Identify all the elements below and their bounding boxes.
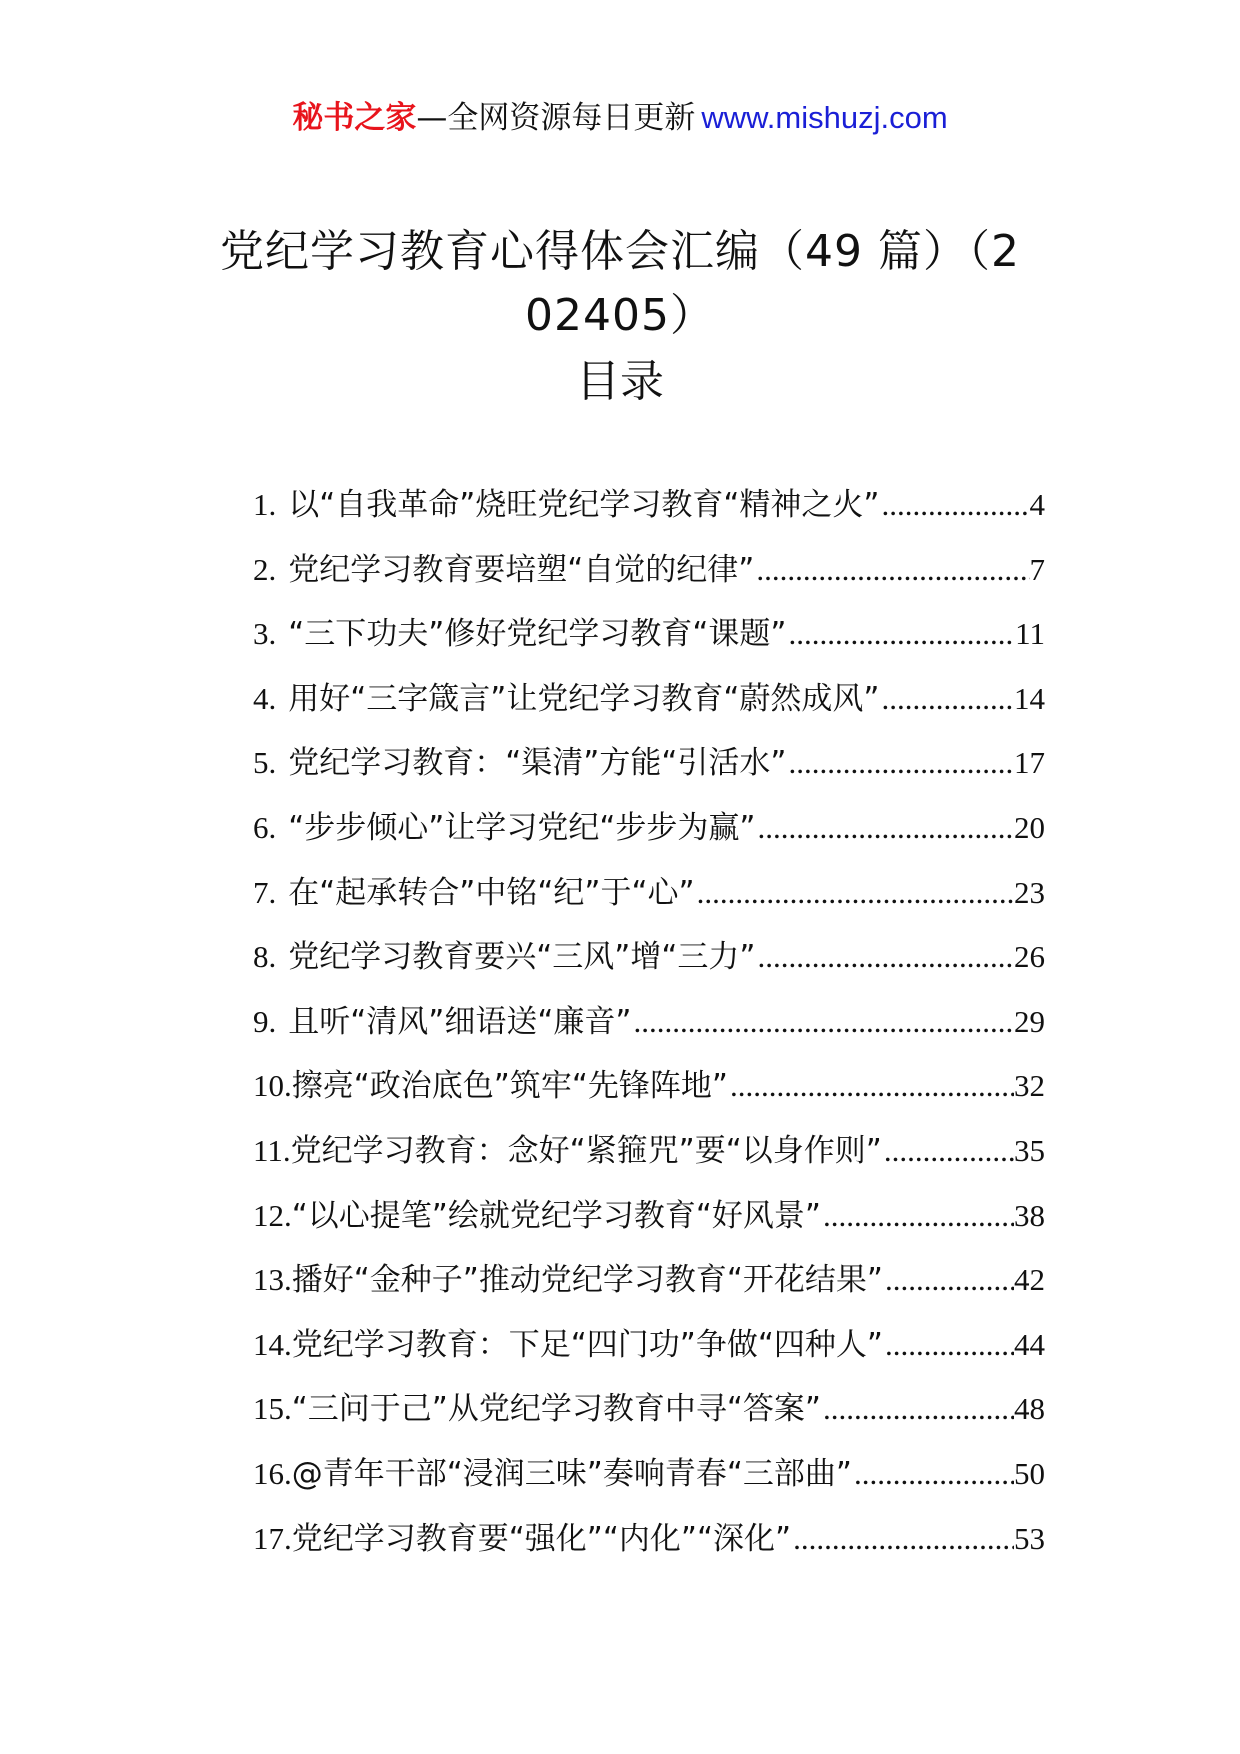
toc-dot-leader [821,1387,1014,1431]
toc-entry-title: 党纪学习教育：下足“四门功”争做“四种人” [291,1326,883,1363]
toc-dot-leader [821,1194,1014,1238]
toc-entry-page: 17 [1014,745,1045,781]
brand-name: 秘书之家 [292,100,417,136]
toc-dot-leader [852,1452,1014,1496]
toc-entry-page: 11 [1015,616,1045,652]
toc-entry[interactable] [253,1000,1045,1065]
document-title [180,220,1060,348]
toc-entry-title: @青年干部“浸润三味”奏响青春“三部曲” [291,1455,852,1492]
toc-dot-leader [787,741,1015,785]
toc-entry-number: 12. [253,1197,292,1233]
toc-entry-number: 3. [253,616,277,652]
toc-entry-number: 4. [253,680,277,716]
toc-entry[interactable] [253,1064,1045,1129]
toc-entry-number: 2. [253,551,277,587]
toc-dot-leader [883,1258,1014,1302]
document-title-line-1: 党纪学习教育心得体会汇编（49 篇）（2 [220,226,1020,277]
toc-entry[interactable] [253,1129,1045,1194]
toc-entry-title: 党纪学习教育要培塑“自觉的纪律” [288,551,755,588]
toc-entry-title: 播好“金种子”推动党纪学习教育“开花结果” [291,1262,883,1299]
toc-entry-number: 14. [253,1326,292,1362]
toc-dot-leader [754,548,1029,592]
toc-entry-page: 29 [1014,1003,1045,1039]
toc-dot-leader [883,1323,1014,1367]
toc-dot-leader [880,483,1030,527]
toc-entry-number: 17. [253,1520,292,1556]
toc-dot-leader [756,935,1015,979]
toc-dot-leader [882,1129,1014,1173]
toc-entry-title: 党纪学习教育：念好“紧箍咒”要“以身作则” [290,1132,882,1169]
toc-entry[interactable] [253,871,1045,936]
toc-dot-leader [695,871,1014,915]
toc-entry[interactable] [253,806,1045,871]
toc-entry-title: “三问于己”从党纪学习教育中寻“答案” [291,1391,821,1428]
toc-entry[interactable] [253,677,1045,742]
toc-entry-page: 44 [1014,1326,1045,1362]
toc-entry[interactable] [253,1452,1045,1517]
toc-entry-page: 4 [1029,487,1045,522]
toc-entry-title: “以心提笔”绘就党纪学习教育“好风景” [291,1197,821,1234]
toc-entry-page: 7 [1029,551,1045,587]
toc-entry-title: 擦亮“政治底色”筑牢“先锋阵地” [291,1068,728,1105]
toc-entry-title: 且听“清风”细语送“廉音” [288,1003,632,1040]
toc-entry-number: 7. [253,874,277,910]
toc-entry-title: 以“自我革命”烧旺党纪学习教育“精神之火” [288,487,880,523]
toc-entry[interactable] [253,741,1045,806]
toc-entry-number: 15. [253,1391,292,1427]
toc-entry[interactable] [253,612,1045,677]
toc-entry-page: 20 [1014,809,1045,845]
toc-entry[interactable] [253,1258,1045,1323]
header-banner [0,96,1240,140]
toc-dot-leader [880,677,1015,721]
toc-dot-leader [791,1517,1014,1561]
toc-entry-page: 50 [1014,1455,1045,1491]
toc-entry-number: 5. [253,745,277,781]
toc-entry-number: 6. [253,809,277,845]
toc-entry-number: 13. [253,1262,292,1298]
toc-entry-number: 16. [253,1455,292,1491]
toc-entry[interactable] [253,548,1045,613]
toc-entry[interactable] [253,1387,1045,1452]
toc-entry-title: 党纪学习教育：“渠清”方能“引活水” [288,745,787,782]
toc-entry-page: 42 [1014,1262,1045,1298]
toc-entry-page: 26 [1014,939,1045,975]
toc-entry-title: 在“起承转合”中铭“纪”于“心” [288,874,695,911]
toc-entry-title: 党纪学习教育要兴“三风”增“三力” [288,939,756,976]
toc-heading: 目录 [576,356,664,407]
toc-entry-title: 用好“三字箴言”让党纪学习教育“蔚然成风” [288,680,880,717]
toc-entry[interactable] [253,1194,1045,1259]
toc-entry-page: 38 [1014,1197,1045,1233]
toc-entry-title: “三下功夫”修好党纪学习教育“课题” [288,616,787,653]
toc-entry[interactable] [253,1323,1045,1388]
toc-entry-number: 9. [253,1003,277,1039]
toc-entry-page: 23 [1014,874,1045,910]
toc-entry-page: 14 [1014,680,1045,716]
toc-entry[interactable] [253,935,1045,1000]
toc-dot-leader [632,1000,1015,1044]
document-title-line-2: 02405） [525,290,715,341]
toc-entry-number: 1. [253,487,277,522]
toc-entry[interactable] [253,1517,1045,1582]
table-of-contents [253,483,1045,1581]
toc-entry-page: 53 [1014,1520,1045,1556]
toc-entry-number: 11. [253,1132,291,1168]
toc-entry-title: “步步倾心”让学习党纪“步步为赢” [288,809,756,846]
toc-dot-leader [728,1064,1014,1108]
toc-entry-page: 32 [1014,1068,1045,1104]
header-slogan: —全网资源每日更新 [416,100,696,136]
site-url-link[interactable]: www.mishuzj.com [701,100,948,135]
toc-entry-page: 48 [1014,1391,1045,1427]
toc-entry-title: 党纪学习教育要“强化”“内化”“深化” [291,1520,792,1557]
toc-entry-number: 8. [253,939,277,975]
toc-entry[interactable] [253,483,1045,548]
toc-dot-leader [756,806,1015,850]
toc-dot-leader [787,612,1016,656]
toc-entry-number: 10. [253,1068,292,1104]
toc-entry-page: 35 [1014,1132,1045,1168]
